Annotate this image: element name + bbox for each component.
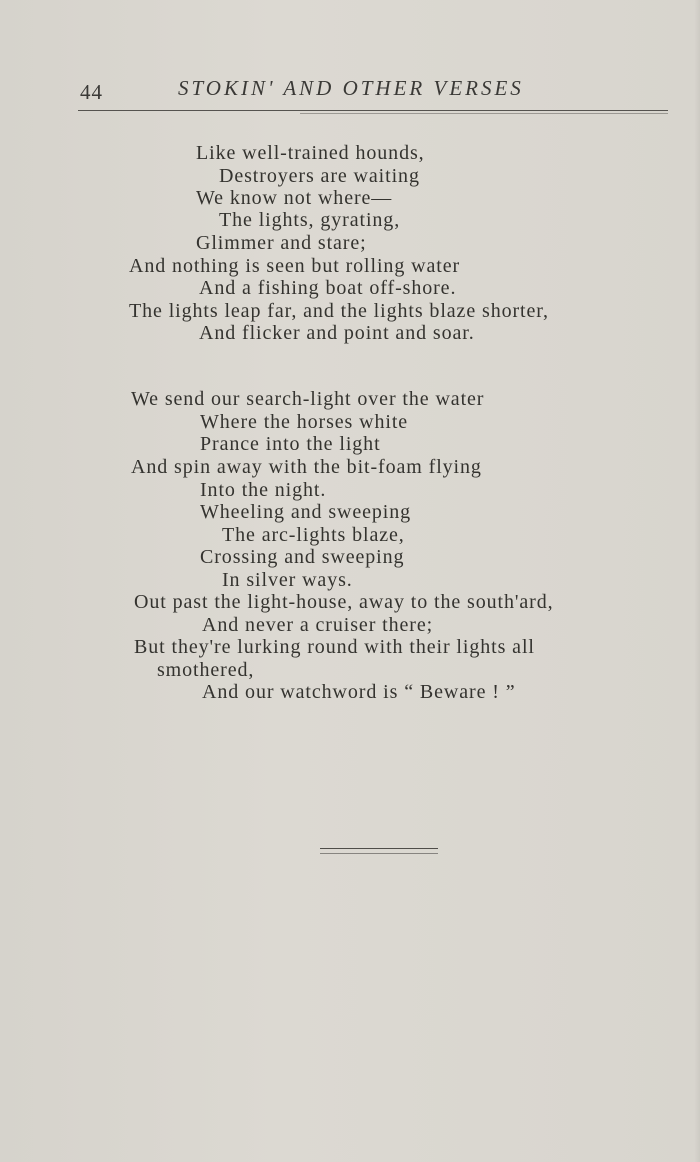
page-edge-shadow xyxy=(694,0,700,1162)
verse-line: And nothing is seen but rolling water xyxy=(129,255,461,277)
verse-line: And a fishing boat off-shore. xyxy=(199,277,457,299)
verse-line: We send our search-light over the water xyxy=(131,388,485,410)
verse-line: The lights leap far, and the lights blaze shorter, xyxy=(129,300,549,322)
verse-line: smothered, xyxy=(157,659,255,681)
verse-line: Where the horses white xyxy=(200,411,409,433)
verse-line: And flicker and point and soar. xyxy=(199,322,475,344)
verse-line: In silver ways. xyxy=(222,569,353,591)
verse-line: Like well-trained hounds, xyxy=(196,142,425,164)
header-rule-secondary xyxy=(300,113,668,114)
verse-line: We know not where— xyxy=(196,187,393,209)
verse-line: And spin away with the bit-foam flying xyxy=(131,456,482,478)
verse-line: Wheeling and sweeping xyxy=(200,501,412,523)
verse-line: Prance into the light xyxy=(200,433,381,455)
verse-line: The lights, gyrating, xyxy=(219,209,401,231)
verse-line: But they're lurking round with their lights all xyxy=(134,636,535,658)
page-header xyxy=(80,74,670,110)
verse-line: And our watchword is “ Beware ! ” xyxy=(202,681,516,703)
page-number: 44 xyxy=(80,80,103,104)
verse-line: Crossing and sweeping xyxy=(200,546,405,568)
verse-line: Destroyers are waiting xyxy=(219,165,420,187)
verse-line: And never a cruiser there; xyxy=(202,614,434,636)
verse-line: Out past the light-house, away to the south'ard, xyxy=(134,591,554,613)
verse-line: Glimmer and stare; xyxy=(196,232,367,254)
header-rule xyxy=(78,110,668,111)
section-end-rule xyxy=(320,848,438,856)
verse-line: The arc-lights blaze, xyxy=(222,524,405,546)
running-title: STOKIN' AND OTHER VERSES xyxy=(178,76,524,100)
verse-line: Into the night. xyxy=(200,479,327,501)
